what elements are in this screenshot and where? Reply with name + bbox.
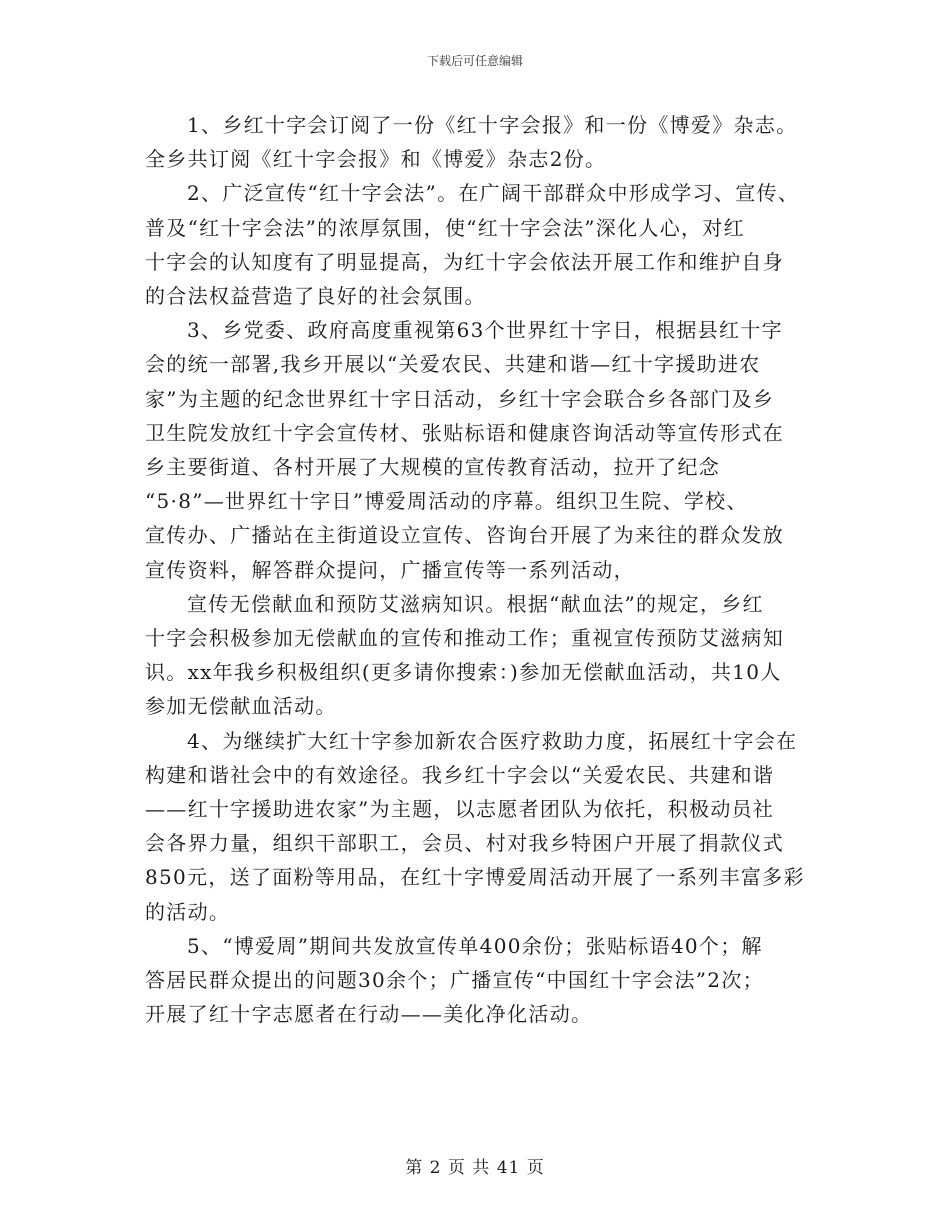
text-line: 会各界力量，组织干部职工，会员、村对我乡特困户开展了捐款仪式	[145, 831, 784, 856]
paragraph	[145, 108, 835, 176]
paragraph	[145, 724, 835, 929]
text-line: 850元，送了面粉等用品，在红十字博爱周活动开展了一系列丰富多彩	[145, 865, 805, 890]
paragraph	[145, 313, 835, 587]
text-line: 答居民群众提出的问题30余个；广播宣传“中国红十字会法”2次；	[145, 968, 764, 993]
text-line: “5·8”—世界红十字日”博爱周活动的序幕。组织卫生院、学校、	[145, 489, 748, 514]
text-line: 全乡共订阅《红十字会报》和《博爱》杂志2份。	[145, 147, 607, 172]
paragraph	[145, 176, 835, 313]
text-line: 的合法权益营造了良好的社会氛围。	[145, 284, 486, 309]
page-header: 下载后可任意编辑	[426, 54, 523, 68]
paragraph	[145, 929, 835, 1032]
text-line: 3、乡党委、政府高度重视第63个世界红十字日，根据县红十字	[187, 318, 783, 343]
text-line: ——红十字援助进农家”为主题，以志愿者团队为依托，积极动员社	[145, 797, 775, 822]
paragraph	[145, 587, 835, 724]
text-line: 家”为主题的纪念世界红十字日活动，乡红十字会联合乡各部门及乡	[145, 386, 775, 411]
page-footer: 第 2 页 共 41 页	[405, 1158, 545, 1178]
text-line: 2、广泛宣传“红十字会法”。在广阔干部群众中形成学习、宣传、	[187, 181, 800, 206]
text-line: 会的统一部署,我乡开展以“关爱农民、共建和谐—红十字援助进农	[145, 352, 761, 377]
text-line: 十字会积极参加无偿献血的宣传和推动工作；重视宣传预防艾滋病知	[145, 626, 784, 651]
text-line: 开展了红十字志愿者在行动——美化净化活动。	[145, 1002, 593, 1027]
text-line: 乡主要街道、各村开展了大规模的宣传教育活动，拉开了纪念	[145, 455, 721, 480]
text-line: 的活动。	[145, 899, 231, 924]
document-body	[145, 108, 835, 1031]
text-line: 参加无偿献血活动。	[145, 694, 337, 719]
text-line: 卫生院发放红十字会宣传材、张贴标语和健康咨询活动等宣传形式在	[145, 420, 784, 445]
text-line: 宣传办、广播站在主街道设立宣传、咨询台开展了为来往的群众发放	[145, 523, 784, 548]
text-line: 5、“博爱周”期间共发放宣传单400余份；张贴标语40个；解	[187, 933, 763, 958]
text-line: 普及“红十字会法”的浓厚氛围，使“红十字会法”深化人心，对红	[145, 215, 745, 240]
text-line: 识。xx年我乡积极组织(更多请你搜索：)参加无偿献血活动，共10人	[145, 660, 782, 685]
text-line: 十字会的认知度有了明显提高，为红十字会依法开展工作和维护自身	[145, 249, 784, 274]
text-line: 1、乡红十字会订阅了一份《红十字会报》和一份《博爱》杂志。	[187, 113, 798, 137]
text-line: 构建和谐社会中的有效途径。我乡红十字会以“关爱农民、共建和谐	[145, 762, 775, 787]
text-line: 4、为继续扩大红十字参加新农合医疗救助力度，拓展红十字会在	[187, 728, 798, 753]
text-line: 宣传无偿献血和预防艾滋病知识。根据“献血法”的规定，乡红	[187, 591, 764, 616]
text-line: 宣传资料，解答群众提问，广播宣传等一系列活动，	[145, 557, 635, 582]
